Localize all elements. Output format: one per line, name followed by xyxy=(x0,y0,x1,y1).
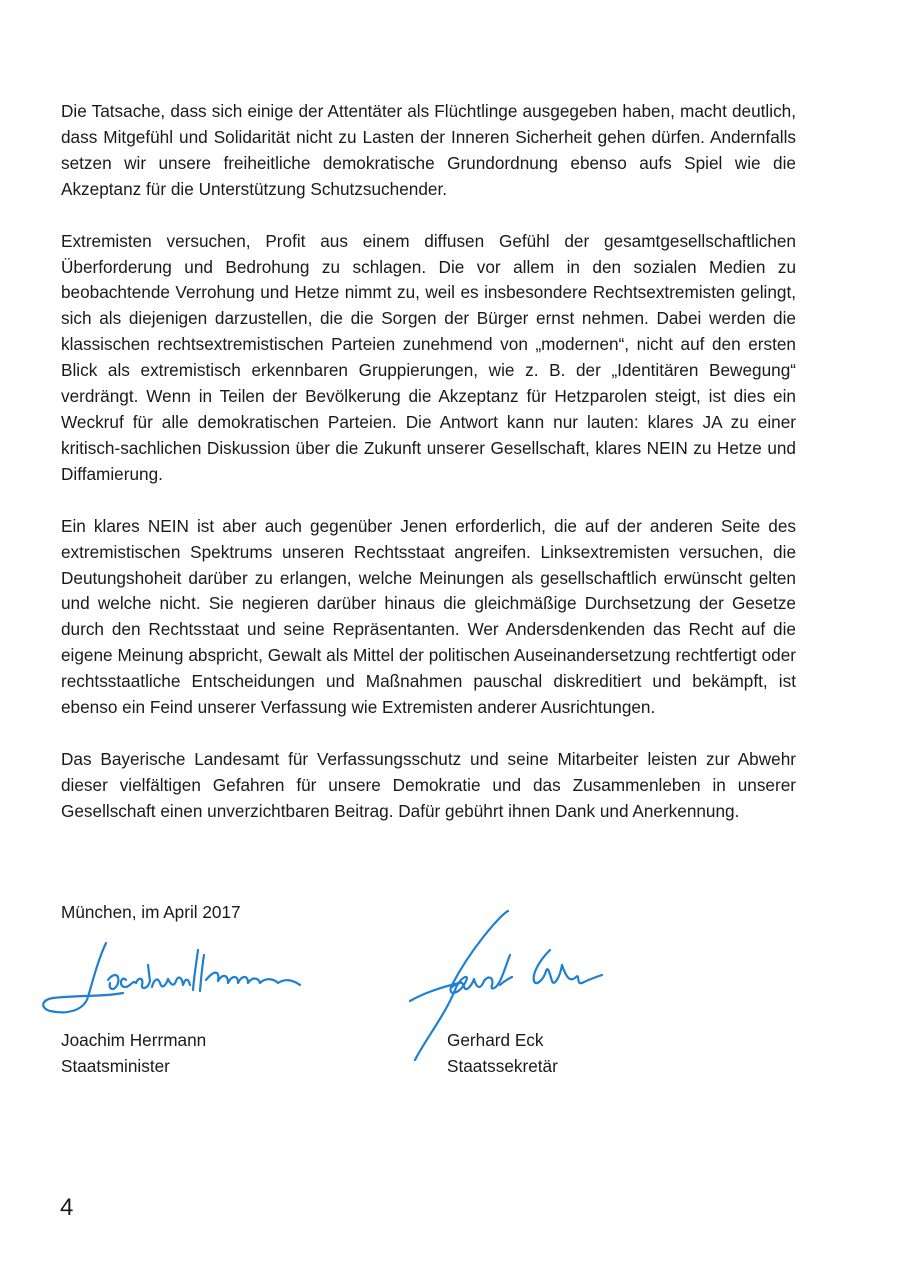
paragraph-4: Das Bayerische Landesamt für Verfassungsschutz und seine Mitarbeiter leisten zur Abwehr dieser vielfältigen Gefahren für unsere Demokratie und das Zusammenleben in unserer Gesellschaft einen unverzichtbaren Beitrag. Dafür gebührt ihnen Dank und Anerkennung. xyxy=(61,748,796,821)
page-number: 4 xyxy=(60,1194,74,1221)
signatory-name: Joachim Herrmann xyxy=(61,1030,207,1050)
signatory-name: Gerhard Eck xyxy=(447,1030,544,1050)
signatory-eck xyxy=(447,1027,558,1079)
paragraph-1: Die Tatsache, dass sich einige der Attentäter als Flüchtlinge ausgegeben haben, macht deutlich, dass Mitgefühl und Solidarität nicht zu Lasten der Inneren Sicherheit gehen dürfen. Andernfalls setzen wir unsere freiheitliche demokratische Grundordnung ebenso aufs Spiel wie die Akzeptanz für die Unterstützung Schutzsuchender. xyxy=(61,101,796,199)
signature-herrmann xyxy=(38,935,308,1020)
paragraph-2: Extremisten versuchen, Profit aus einem diffusen Gefühl der gesamtgesellschaftlichen Überforderung und Bedrohung zu schlagen. Die vor allem in den sozialen Medien zu beobachtende Verrohung und Hetze nimmt zu, weil es insbesondere Rechtsextremisten gelingt, sich als diejenigen darzustellen, die die Sorgen der Bürger ernst nehmen. Dabei werden die klassischen rechtsextremistischen Parteien zunehmend von „modernen“, nicht auf den ersten Blick als extremistisch erkennbaren Gruppierungen, wie z. B. der „Identitären Bewegung“ verdrängt. Wenn in Teilen der Bevölkerung die Akzeptanz für Hetzparolen steigt, ist dies ein Weckruf für alle demokratischen Parteien. Die Antwort kann nur lauten: klares JA zu einer kritisch-sachlichen Diskussion über die Zukunft unserer Gesellschaft, klares NEIN zu Hetze und Diffamierung. xyxy=(61,230,796,484)
signatory-title: Staatsminister xyxy=(61,1056,170,1076)
body-text xyxy=(61,99,796,851)
signatory-title: Staatssekretär xyxy=(447,1056,558,1076)
signatory-herrmann xyxy=(61,1027,206,1079)
place-date: München, im April 2017 xyxy=(61,902,241,922)
paragraph-3: Ein klares NEIN ist aber auch gegenüber Jenen erforderlich, die auf der anderen Seite des extremistischen Spektrums unseren Rechtsstaat angreifen. Linksextremisten versuchen, die Deutungshoheit darüber zu erlangen, welche Meinungen als gesellschaftlich erwünscht gelten und welche nicht. Sie negieren darüber hinaus die gleichmäßige Durchsetzung der Gesetze durch den Rechtsstaat und seine Repräsentanten. Wer Andersdenkenden das Recht auf die eigene Meinung abspricht, Gewalt als Mittel der politischen Auseinandersetzung rechtfertigt oder rechtsstaatliche Entscheidungen und Maßnahmen pauschal diskreditiert und bekämpft, ist ebenso ein Feind unserer Verfassung wie Extremisten anderer Ausrichtungen. xyxy=(61,515,796,718)
